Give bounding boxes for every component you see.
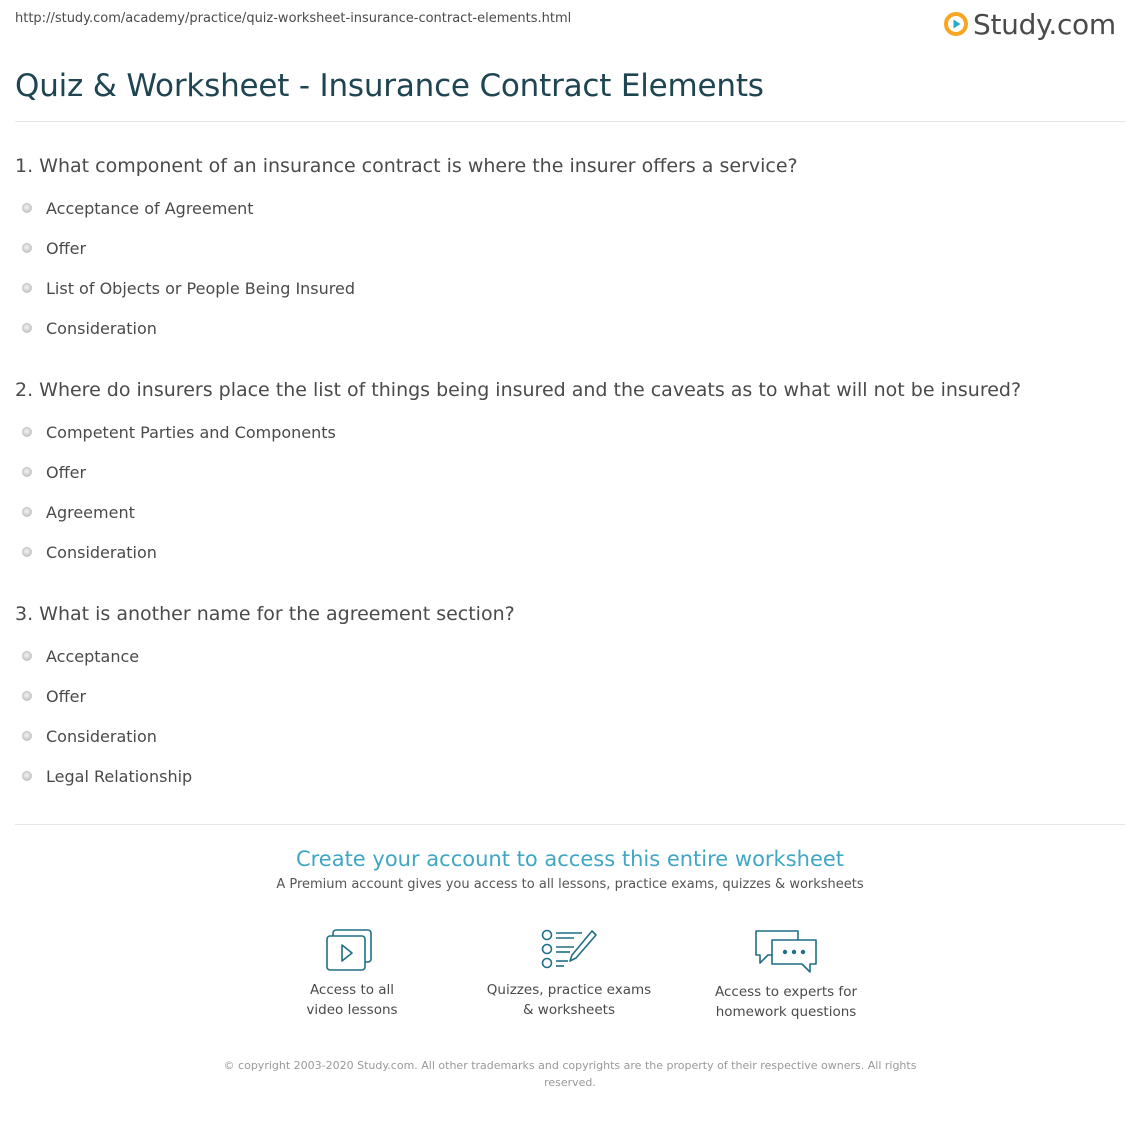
answer-option[interactable]: [22, 421, 336, 443]
answer-label: Consideration: [46, 542, 157, 562]
answer-label: Consideration: [46, 318, 157, 338]
feature-experts: [686, 928, 886, 1022]
page-url: http://study.com/academy/practice/quiz-worksheet-insurance-contract-elements.html: [15, 11, 572, 26]
answer-label: Legal Relationship: [46, 766, 193, 786]
answer-label: Offer: [46, 686, 87, 706]
question-3: 3. What is another name for the agreement section?: [15, 603, 515, 625]
answer-option[interactable]: [22, 645, 139, 667]
logo-text: Study.com: [973, 7, 1116, 41]
answer-option[interactable]: [22, 685, 86, 707]
answer-option[interactable]: [22, 197, 254, 219]
answer-option[interactable]: [22, 501, 135, 523]
question-1: 1. What component of an insurance contract is where the insurer offers a service?: [15, 155, 798, 177]
radio-button[interactable]: [22, 283, 32, 293]
radio-button[interactable]: [22, 547, 32, 557]
quiz-checklist-icon: [540, 928, 598, 972]
radio-button[interactable]: [22, 203, 32, 213]
answer-option[interactable]: [22, 461, 86, 483]
answer-option[interactable]: [22, 237, 86, 259]
radio-button[interactable]: [22, 507, 32, 517]
answer-label: Acceptance: [46, 646, 140, 666]
answer-label: Offer: [46, 238, 87, 258]
feature-label: Access to all video lessons: [306, 982, 398, 1018]
answer-label: Competent Parties and Components: [46, 422, 336, 442]
answer-label: List of Objects or People Being Insured: [46, 278, 355, 298]
feature-label: Access to experts for homework questions: [714, 984, 857, 1020]
copyright-notice: © copyright 2003-2020 Study.com. All other trademarks and copyrights are the property of their respective owners. All rights reserved.: [223, 1059, 917, 1089]
radio-button[interactable]: [22, 771, 32, 781]
answer-label: Offer: [46, 462, 87, 482]
answer-label: Acceptance of Agreement: [46, 198, 254, 218]
play-circle-icon: [944, 12, 968, 36]
feature-video-lessons: [252, 928, 452, 1020]
premium-description: A Premium account gives you access to all lessons, practice exams, quizzes & worksheets: [276, 877, 864, 892]
feature-quizzes: [469, 928, 669, 1020]
video-lessons-icon: [325, 928, 379, 972]
answer-option[interactable]: [22, 277, 355, 299]
answer-option[interactable]: [22, 725, 157, 747]
feature-label: Quizzes, practice exams & worksheets: [486, 982, 652, 1018]
radio-button[interactable]: [22, 467, 32, 477]
divider: [15, 824, 1125, 825]
radio-button[interactable]: [22, 243, 32, 253]
radio-button[interactable]: [22, 651, 32, 661]
study-logo[interactable]: [944, 6, 1116, 42]
answer-option[interactable]: [22, 541, 157, 563]
radio-button[interactable]: [22, 691, 32, 701]
question-2: 2. Where do insurers place the list of things being insured and the caveats as to what will not be insured?: [15, 379, 1022, 401]
radio-button[interactable]: [22, 323, 32, 333]
create-account-link[interactable]: Create your account to access this entire worksheet: [295, 847, 845, 871]
answer-option[interactable]: [22, 765, 192, 787]
answer-label: Agreement: [46, 502, 135, 522]
page-title: Quiz & Worksheet - Insurance Contract Elements: [15, 68, 764, 104]
chat-bubbles-icon: [754, 928, 818, 974]
answer-option[interactable]: [22, 317, 157, 339]
radio-button[interactable]: [22, 731, 32, 741]
answer-label: Consideration: [46, 726, 157, 746]
divider: [15, 121, 1125, 122]
radio-button[interactable]: [22, 427, 32, 437]
